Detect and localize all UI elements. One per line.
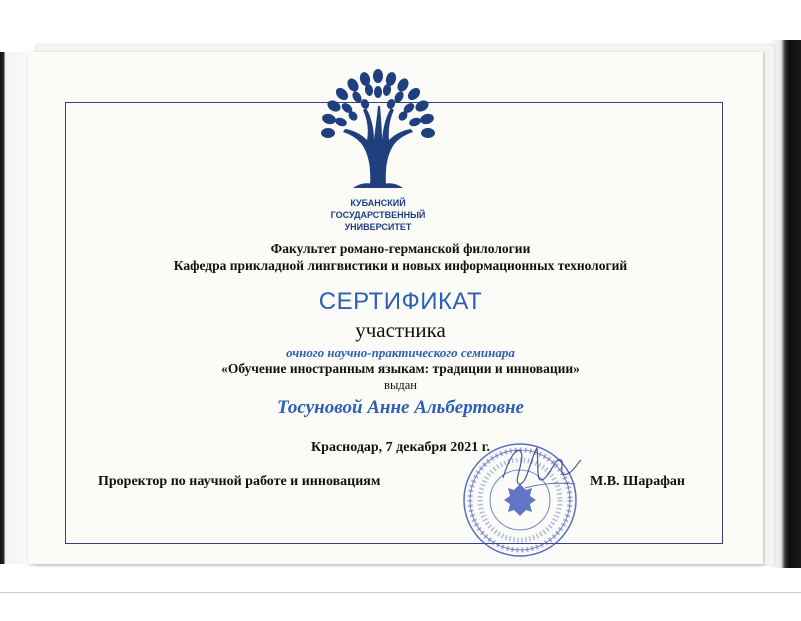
logo-line-2: ГОСУДАРСТВЕННЫЙ	[330, 210, 426, 220]
certificate-title: СЕРТИФИКАТ	[318, 288, 483, 315]
bottom-divider	[0, 592, 801, 593]
logo-line-3: УНИВЕРСИТЕТ	[344, 222, 412, 232]
issued-label: выдан	[384, 378, 417, 392]
seminar-name: «Обучение иностранным языкам: традиции и инновации»	[221, 361, 580, 376]
seminar-type: очного научно-практического семинара	[286, 345, 515, 360]
place-date: Краснодар, 7 декабря 2021 г.	[311, 440, 490, 455]
handwritten-signature	[495, 438, 585, 498]
signer-title: Проректор по научной работе и инновациям	[98, 474, 381, 489]
signer-name: М.В. Шарафан	[590, 474, 685, 489]
department-name: Кафедра прикладной лингвистики и новых информационных технологий	[173, 258, 628, 273]
recipient-name: Тосуновой Анне Альбертовне	[277, 397, 524, 418]
faculty-name: Факультет романо-германской филологии	[270, 241, 531, 256]
university-logo	[313, 68, 443, 238]
certificate-subtitle: участника	[355, 318, 446, 342]
logo-line-1: КУБАНСКИЙ	[350, 198, 406, 208]
